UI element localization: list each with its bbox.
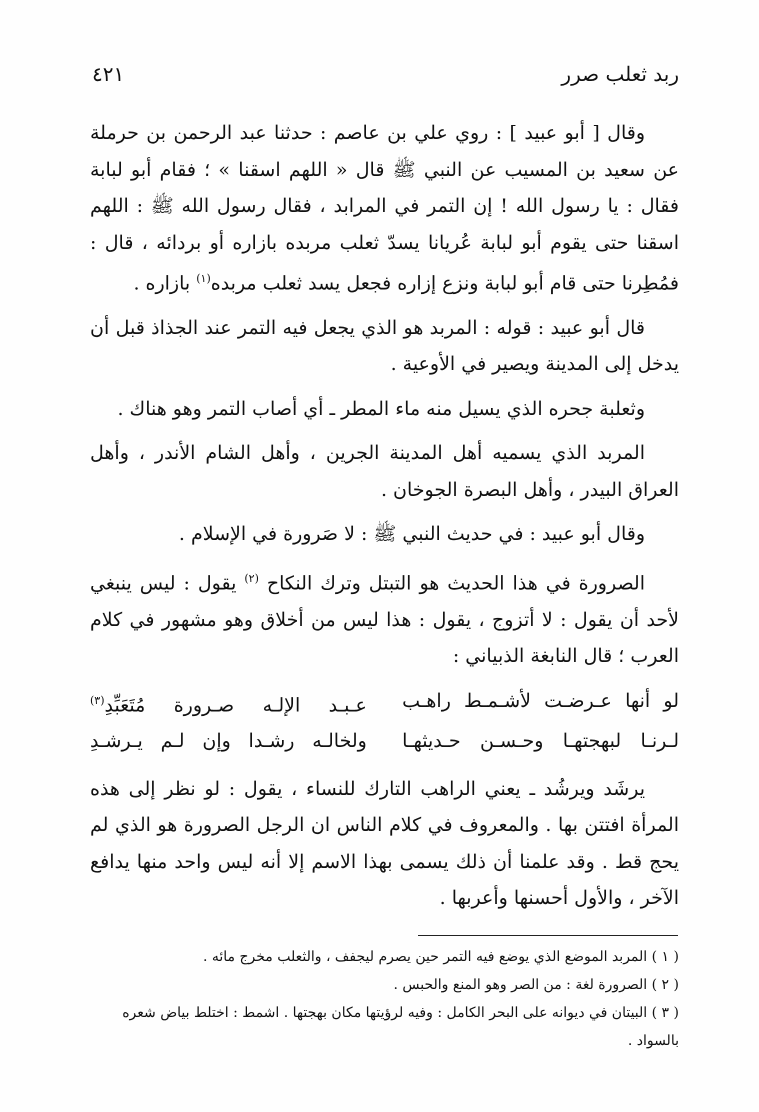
page-number: ٤٢١ <box>92 62 125 86</box>
paragraph-sarura-meaning: الصرورة في هذا الحديث هو التبتل وترك النكاح $^{(٢)}$ يقول : ليس ينبغي لأحد أن يقول : لا أتزوج ، يقول : هذا ليس من أخلاق وهو مشهور في كلام العرب ؛ قال النابغة الذبياني : <box>90 571 679 668</box>
footnote-ref-3[interactable]: (٣) <box>90 693 105 707</box>
paragraph-thaalab: وثعلبة جحره الذي يسيل منه ماء المطر ـ أي أصاب التمر وهو هناك . <box>117 397 645 420</box>
footnote-ref-2[interactable]: (٢) <box>244 571 259 585</box>
footnote-separator <box>418 935 678 936</box>
paragraph-regional-names: المربد الذي يسميه أهل المدينة الجرين ، وأهل الشام الأندر ، وأهل العراق البيدر ، وأهل البصرة الجوخان . <box>90 442 679 501</box>
paragraph-hadith: وقال [ أبو عبيد ] : روي علي بن عاصم : حدثنا عبد الرحمن بن حرملة عن سعيد بن المسيب عن النبي ﷺ قال « اللهم اسقنا » ؛ فقام أبو لبابة فقال : يا رسول الله ! إن التمر في المرابد ، فقال رسول الله ﷺ : اللهم اسقنا حتى يقوم أبو لبابة عُريانا يسدّ ثعلب مربده بازاره أو بردائه ، قال : فمُطِرنا حتى قام أبو لبابة ونزع إزاره فجعل يسد ثعلب مربده$^{(١)}$ بازاره . <box>90 122 679 295</box>
running-head-words: ربد ثعلب صرر <box>561 62 679 86</box>
verse-line-1 <box>90 683 679 723</box>
verse-2-first-hemistich: لـرنـا لبهجتهـا وحـسـن حـديثهـا <box>402 729 679 752</box>
footnote-1: ( ١ ) المربد الموضع الذي يوضع فيه التمر حين يصرم ليجفف ، والثعلب مخرج مائه . <box>202 949 679 965</box>
footnote-3: ( ٣ ) البيتان في ديوانه على البحر الكامل : وفيه لرؤيتها مكان بهجتها . اشمط : اختلط بياض شعره بالسواد . <box>122 1005 679 1049</box>
page-header <box>92 62 679 92</box>
paragraph-commentary: يرشَد ويرشُد ـ يعني الراهب التارك للنساء ، يقول : لو نظر إلى هذه المرأة افتتن بها . والمعروف في كلام الناس ان الرجل الصرورة هو الذي لم يحج قط . وقد علمنا أن ذلك يسمى بهذا الاسم إلا أنه ليس واحد منها يدافع الآخر ، والأول أحسنها وأعربها . <box>90 777 679 910</box>
paragraph-mirbad-definition: قال أبو عبيد : قوله : المربد هو الذي يجعل فيه التمر عند الجذاذ قبل أن يدخل إلى المدينة ويصير في الأوعية . <box>90 316 679 376</box>
footnote-2: ( ٢ ) الصرورة لغة : من الصر وهو المنع والحبس . <box>393 977 679 993</box>
verse-1-second-hemistich: عـبـد الإلـه صـرورة مُتَعَبِّدِ$^{(٣)}$ <box>90 693 367 716</box>
verse-line-2 <box>90 723 679 759</box>
paragraph-sarura-hadith: وقال أبو عبيد : في حديث النبي ﷺ : لا صَرورة في الإسلام . <box>178 523 645 546</box>
poem-verses <box>90 683 679 759</box>
footnote-ref-1[interactable]: (١) <box>196 272 211 285</box>
verse-1-first-hemistich: لو أنها عـرضـت لأشـمـط راهـب <box>402 689 679 712</box>
main-text <box>90 115 679 925</box>
footnotes <box>90 943 679 1055</box>
verse-2-second-hemistich: ولخالـه رشـدا وإن لـم يـرشـدِ <box>90 729 367 752</box>
